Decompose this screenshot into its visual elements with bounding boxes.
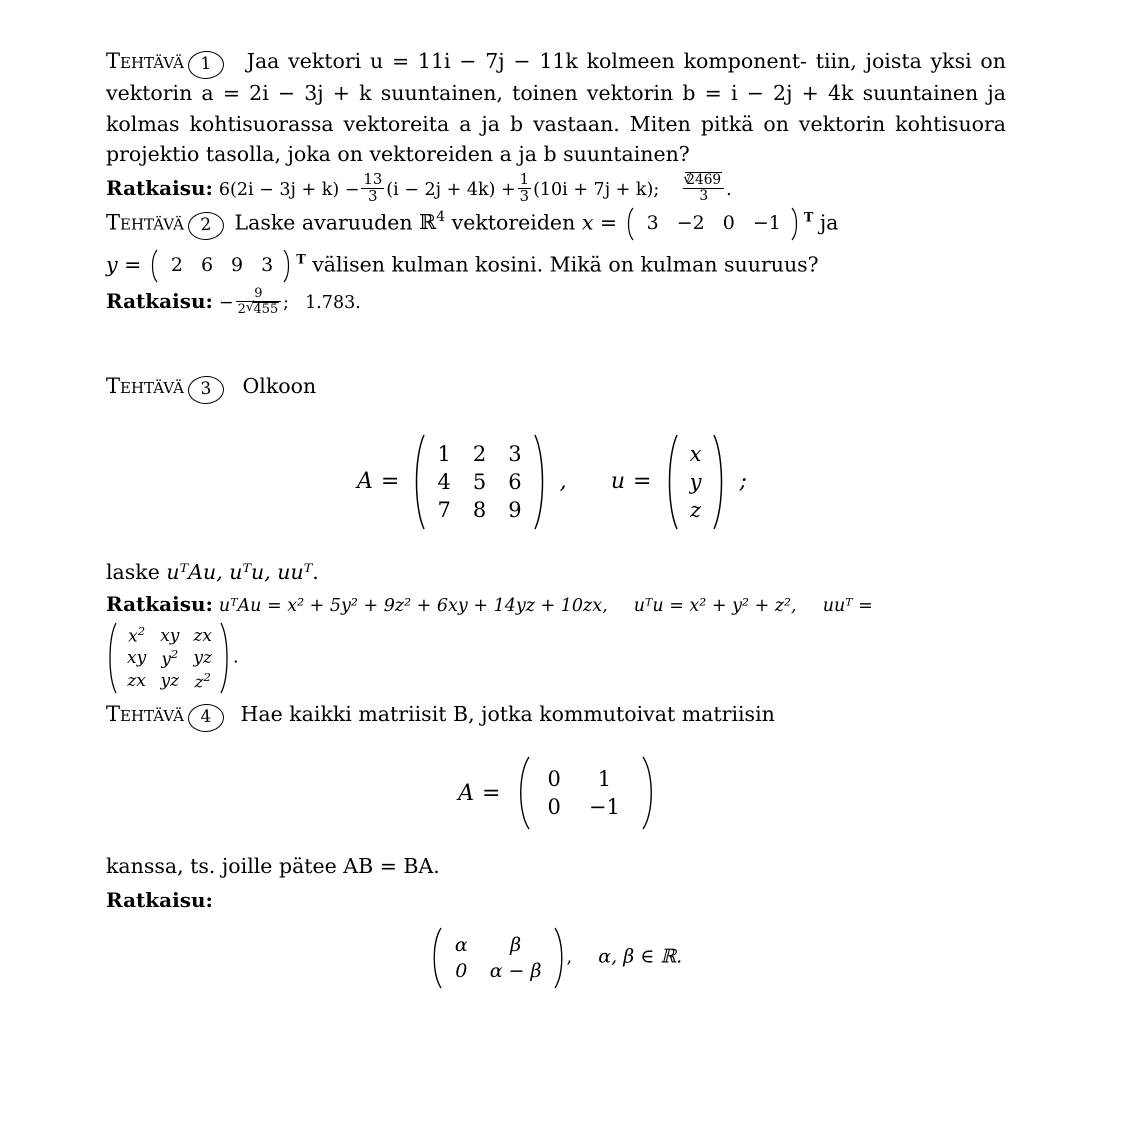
- matrix-A: 1 2 3 4 5 6 7 8 9: [412, 433, 546, 531]
- exercise-1-line-2: tiin, joista yksi on vektorin a = 2i − 3j + k suuntainen, toinen vektorin: [106, 49, 1006, 105]
- right-paren-icon: [553, 926, 567, 990]
- right-paren-icon: [282, 249, 296, 283]
- exercise-2-number: 2: [187, 211, 224, 241]
- exercise-1-line-4: vastaan. Miten pitkä on vektorin kohtisuora projektio tasolla, joka on: [106, 111, 1007, 167]
- exercise-4-answer-label-row: [106, 886, 1006, 916]
- exercise-2: [106, 207, 1006, 317]
- exercise-2-answer-semicolon: ;: [283, 292, 290, 313]
- vector-u: x y z: [665, 433, 727, 531]
- left-paren-icon: [665, 433, 679, 531]
- exercise-1-answer-tail: (10i + 7j + k);: [533, 179, 660, 200]
- equals-sign: =: [482, 780, 501, 806]
- exercise-3-intro: Olkoon: [242, 373, 317, 398]
- exercise-3-answer-matrix: $x^2$ xy zx xy $y^2$ yz zx yz $z^2$: [106, 621, 233, 695]
- exercise-1-answer-text: 6(2i − 3j + k) −: [218, 179, 360, 200]
- exercise-1-line-5: vektoreiden a ja b suuntainen?: [369, 142, 690, 167]
- exercise-1-sqrt-fraction: √ $\frac{2469}{3}$: [683, 172, 724, 204]
- exercise-2-x-vector: 3 −2 0 −1: [624, 207, 804, 241]
- left-paren-icon: [430, 926, 444, 990]
- exercise-1-line-1: Jaa vektori u = 11i − 7j − 11k kolmeen komponent-: [246, 49, 807, 73]
- exercise-3-task-word: laske: [106, 559, 160, 584]
- exercise-3-answer-label: Ratkaisu:: [106, 591, 213, 616]
- exercise-2-text-mid: vektoreiden: [451, 210, 576, 235]
- exercise-3-answer-matrix-row: [106, 621, 1006, 695]
- exercise-4-number: 4: [187, 703, 224, 733]
- comma-separator: ,: [559, 469, 567, 495]
- exercise-4-text-after: kanssa, ts. joille pätee AB = BA.: [106, 854, 440, 879]
- exercise-2-space-symbol: ℝ$^4$: [419, 209, 446, 235]
- exercise-2-equals-1: =: [599, 210, 618, 235]
- exercise-2-y-vector: 2 6 9 3: [148, 249, 296, 283]
- exercise-3-answer-expr-3: uuᵀ =: [822, 595, 873, 616]
- exercise-4-matrix-block: [106, 755, 1006, 831]
- left-paren-icon: [106, 621, 120, 695]
- exercise-4-label: Tehtävä: [106, 702, 184, 727]
- exercise-2-answer: [106, 287, 1006, 317]
- exercise-4-text: Hae kaikki matriisit B, jotka kommutoivat matriisin: [240, 702, 775, 727]
- exercise-4-answer-condition: α, β ∈ ℝ.: [598, 945, 683, 968]
- exercise-3-answer-expr-2: uᵀu = x² + y² + z²,: [633, 595, 797, 616]
- matrix-A-label: A: [357, 469, 373, 495]
- exercise-1-label: Tehtävä: [106, 49, 184, 73]
- exercise-1-fraction-1: $\frac{13}{3}$: [363, 170, 383, 205]
- exercise-2-x-symbol: x: [581, 210, 594, 235]
- exercise-3-label: Tehtävä: [106, 373, 184, 398]
- exercise-2-transpose-2: T: [296, 251, 306, 267]
- exercise-2-y-symbol: y: [106, 252, 118, 277]
- exercise-3-number: 3: [187, 375, 224, 405]
- exercise-2-answer-fraction: $\frac{9}{2 √ 455}$: [236, 287, 282, 317]
- cell: $x^2$: [128, 624, 146, 647]
- left-paren-icon: [624, 207, 638, 241]
- exercise-4-answer-label: Ratkaisu:: [106, 887, 213, 912]
- exercise-2-body-2: [106, 249, 1006, 283]
- exercise-1-answer-mid: (i − 2j + 4k) +: [386, 179, 516, 200]
- right-paren-icon: [533, 433, 547, 531]
- exercise-4-header: [106, 699, 1006, 731]
- matrix-A-2x2: 0 1 0 −1: [514, 755, 654, 831]
- exercise-1-line-3: b = i − 2j + 4k suuntainen ja kolmas kohtisuorassa vektoreita a ja b: [106, 81, 1006, 136]
- exercise-4-answer-block: [106, 926, 1006, 990]
- right-paren-icon: [712, 433, 726, 531]
- exercise-1: [106, 46, 1006, 205]
- right-paren-icon: [790, 207, 804, 241]
- exercise-3-task-terms: uᵀAu, uᵀu, uuᵀ.: [166, 559, 319, 584]
- exercise-4-answer-comma: ,: [566, 947, 573, 968]
- exercise-2-answer-sign: −: [218, 292, 234, 313]
- right-paren-icon: [219, 621, 233, 695]
- left-paren-icon: [148, 249, 162, 283]
- exercise-2-text-before: Laske avaruuden: [234, 210, 413, 235]
- exercise-3-answer: [106, 590, 1006, 620]
- exercise-2-ja: ja: [819, 210, 839, 235]
- exercise-4: [106, 699, 1006, 989]
- vector-u-label: u: [610, 469, 626, 495]
- left-paren-icon: [514, 755, 528, 831]
- exercise-2-body: [106, 207, 1006, 241]
- exercise-2-answer-label: Ratkaisu:: [106, 288, 213, 313]
- exercise-3-matrix-block: [106, 433, 1006, 531]
- exercise-1-body: [106, 46, 1006, 170]
- exercise-1-number: 1: [187, 50, 224, 80]
- exercise-1-answer-label: Ratkaisu:: [106, 175, 213, 200]
- exercise-2-transpose-1: T: [803, 209, 814, 225]
- exercise-1-fraction-2: $\frac{1}{3}$: [519, 170, 530, 205]
- equals-sign: =: [380, 469, 400, 495]
- semicolon-separator: ;: [739, 469, 747, 495]
- exercise-3-header: [106, 371, 1006, 403]
- exercise-2-label: Tehtävä: [106, 210, 184, 235]
- left-paren-icon: [412, 433, 426, 531]
- exercise-3-answer-expr-1: uᵀAu = x² + 5y² + 9z² + 6xy + 14yz + 10zx,: [218, 595, 608, 616]
- document-content: [106, 46, 1006, 1008]
- exercise-4-answer-matrix: α β 0 α − β: [430, 926, 567, 990]
- right-paren-icon: [640, 755, 654, 831]
- exercise-2-answer-value: 1.783.: [305, 292, 361, 313]
- matrix-A-label: A: [458, 780, 474, 806]
- exercise-3-task: [106, 557, 1006, 588]
- exercise-3-answer-period: .: [232, 647, 239, 668]
- exercise-2-text-after: välisen kulman kosini. Mikä on kulman suuruus?: [312, 252, 819, 277]
- equals-sign: =: [633, 469, 652, 495]
- exercise-3: [106, 371, 1006, 695]
- cell: $z^2$: [194, 669, 211, 693]
- exercise-1-answer: Ratkaisu: 6(2i − 3j + k) − $\frac{13}{3}$ (i − 2j + 4k) + $\frac{1}{3}$ (10i + 7j + k); √ $\frac{2469}{3}$ .: [106, 172, 1006, 205]
- cell: $y^2$: [161, 646, 179, 670]
- exercise-2-equals-2: =: [124, 252, 142, 277]
